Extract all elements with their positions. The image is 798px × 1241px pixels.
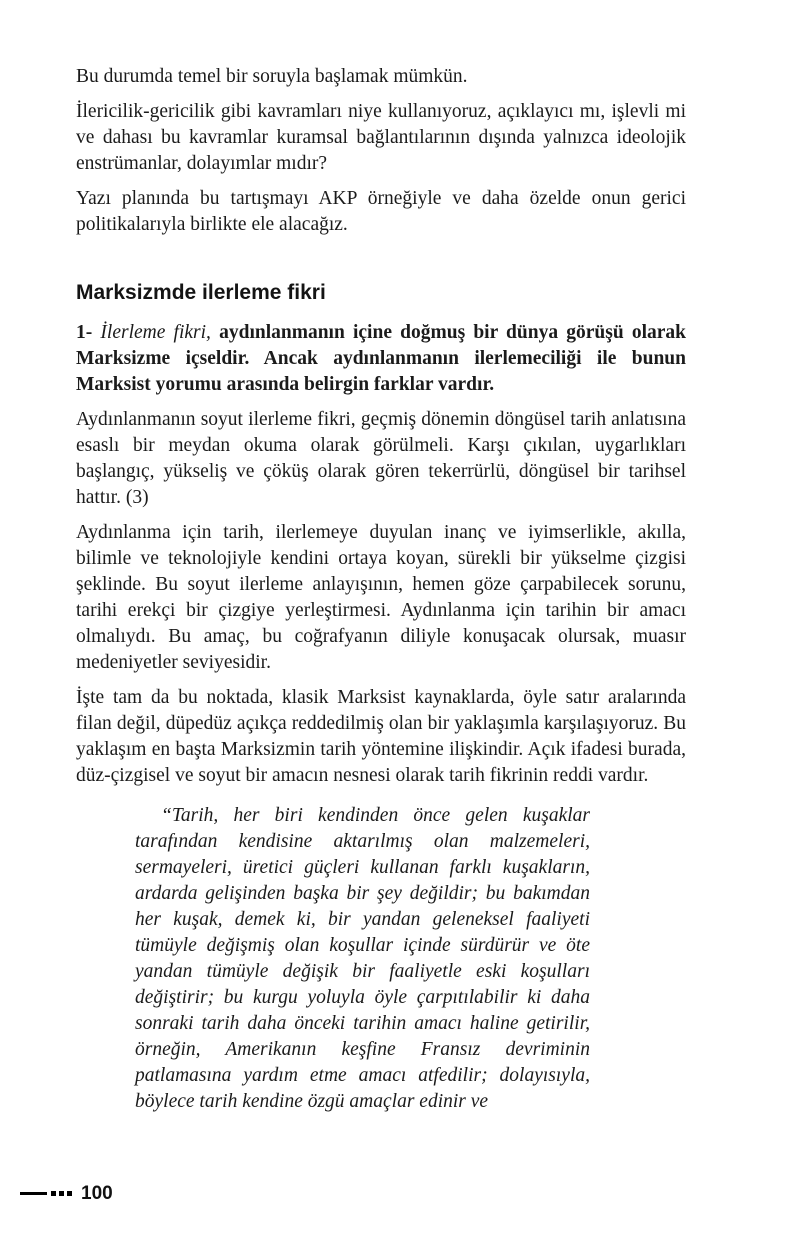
footer-dot — [51, 1191, 56, 1196]
page-number: 100 — [81, 1183, 113, 1204]
page-footer — [20, 1184, 113, 1203]
paragraph-body-1: Aydınlanmanın soyut ilerleme fikri, geçmiş dönemin döngüsel tarih anlatısına esaslı bir meydan okuma olarak görülmeli. Karşı çıkılan, uygarlıkları başlangıç, yükseliş ve çöküş olarak gören tekerrürlü, döngüsel bir tarihsel hattır. (3) — [76, 409, 686, 508]
paragraph-thesis — [76, 320, 686, 398]
paragraph-body-2: Aydınlanma için tarih, ilerlemeye duyulan inanç ve iyimserlikle, akılla, bilimle ve teknolojiyle kendini ortaya koyan, sürekli bir yükselme çizgisi şeklinde. Bu soyut ilerleme anlayışının, hemen göze çarpabilecek sorunu, tarihi erekçi bir çizgiye yerleştirmesi. Aydınlanma için tarihin bir amacı olmalıydı. Bu amaç, bu coğrafyanın diliyle konuşacak olursak, muasır medeniyetler seviyesidir. — [76, 522, 686, 673]
footer-dot — [59, 1191, 64, 1196]
section-heading: Marksizmde ilerleme fikri — [76, 281, 326, 304]
paragraph-intro-2: İlericilik-gericilik gibi kavramları niye kullanıyoruz, açıklayıcı mı, işlevli mi ve dahası bu kavramlar kuramsal bağlantılarının dışında yalnızca ideolojik enstrümanlar, dolayımlar mıdır? — [76, 101, 686, 174]
paragraph-intro-1: Bu durumda temel bir soruyla başlamak mümkün. — [76, 66, 468, 87]
paragraph-body-3: İşte tam da bu noktada, klasik Marksist kaynaklarda, öyle satır aralarında filan değil, düpedüz açıkça reddedilmiş olan bir yaklaşımla karşılaşıyoruz. Bu yaklaşım en başta Marksizmin tarih yöntemine ilişkindir. Açık ifadesi burada, düz-çizgisel ve soyut bir amacın nesnesi olarak tarih fikrinin reddi vardır. — [76, 687, 686, 786]
thesis-lead-italic: İlerleme fikri, — [100, 322, 220, 343]
thesis-bold-text: aydınlanmanın içine doğmuş bir dünya görüşü olarak Marksizme içseldir. Ancak aydınlanmanın ilerlemeciliği ile bunun Marksist yorumu arasında belirgin farklar vardır. — [76, 322, 687, 395]
paragraph-intro-3: Yazı planında bu tartışmayı AKP örneğiyle ve daha özelde onun gerici politikalarıyla birlikte ele alacağız. — [76, 188, 686, 235]
footer-dot — [67, 1191, 72, 1196]
block-quote: “Tarih, her biri kendinden önce gelen kuşaklar tarafından kendisine aktarılmış olan malzemeleri, sermayeleri, üretici güçleri kullanan farklı kuşakların, ardarda gelişinden başka bir şey değildir; bu bakımdan her kuşak, demek ki, bir yandan geleneksel faaliyeti tümüyle değişmiş olan koşullar içinde sürdürür ve öte yandan tümüyle değişik bir faaliyetle eski koşulları değiştirir; bu kurgu yoluyla öyle çarpıtılabilir ki daha sonraki tarih daha önceki tarihin amacı haline getirilir, örneğin, Amerikanın keşfine Fransız devriminin patlamasına yardım etme amacı atfedilir; dolayısıyla, böylece tarih kendine özgü amaçlar edinir ve — [135, 805, 590, 1112]
thesis-number-label: 1- — [76, 322, 101, 343]
footer-dots-icon — [51, 1191, 72, 1196]
footer-rule-line — [20, 1192, 47, 1195]
